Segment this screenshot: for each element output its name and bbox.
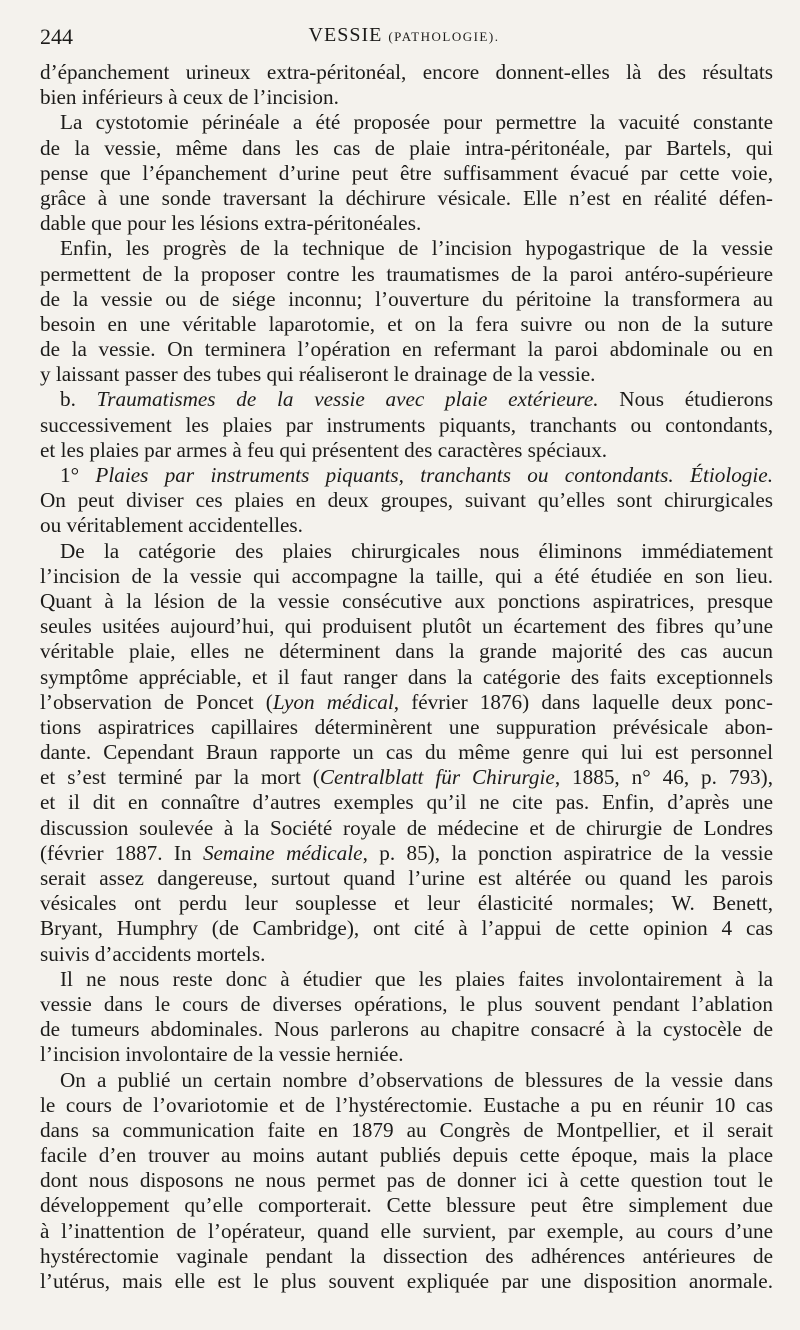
text-segment: et les plaies par armes à feu qui présentent des caractères spéciaux. (40, 437, 608, 462)
text-segment: De la catégorie des plaies chirurgicales nous éliminons immédiatement (60, 538, 773, 563)
text-segment: grâce à une sonde traversant la déchirure vésicale. Elle n’est en réalité défen- (40, 185, 773, 210)
text-line (40, 866, 773, 891)
text-segment: le cours de l’ovariotomie et de l’hystérectomie. Eustache a pu en réunir 10 cas (40, 1092, 773, 1117)
text-segment: vésicales ont perdu leur souplesse et leur élasticité normales; W. Benett, (40, 891, 773, 916)
text-segment: dont nous disposons ne nous permet pas de donner ici à cette question tout le (40, 1168, 773, 1193)
text-line (40, 387, 773, 412)
text-segment: serait assez dangereuse, surtout quand l’urine est altérée ou quand les parois (40, 866, 773, 890)
text-line (40, 891, 773, 916)
text-line (40, 186, 773, 211)
text-line (40, 287, 773, 312)
text-line (40, 1244, 773, 1269)
running-head-subtitle: (PATHOLOGIE). (388, 29, 500, 44)
text-line (40, 136, 773, 161)
italic-text-segment: Étiologie. (690, 463, 773, 487)
text-segment: successivement les plaies par instruments piquants, tranchants ou contondants, (40, 412, 773, 437)
text-segment: et s’est terminé par la mort ( (40, 765, 320, 790)
text-segment: , février 1876) dans laquelle deux ponc- (393, 689, 773, 714)
text-segment: l’incision involontaire de la vessie herniée. (40, 1042, 404, 1067)
text-line (40, 1118, 773, 1143)
text-line (40, 463, 773, 488)
text-segment: de la vessie ou de siége inconnu; l’ouverture du péritoine la transformera au (40, 286, 773, 311)
text-segment: , p. 85), la ponction aspiratrice de la vessie (362, 840, 773, 865)
text-segment: l’incision de la vessie qui accompagne la taille, qui a été étudiée en son lieu. (40, 563, 773, 588)
text-line (40, 1168, 773, 1193)
text-line (40, 1219, 773, 1244)
page-header (40, 24, 768, 54)
text-line (40, 589, 773, 614)
text-segment: développement qu’elle comporterait. Cette blessure peut être simplement due (40, 1193, 773, 1218)
text-line (40, 790, 773, 815)
italic-text-segment: Plaies par instruments piquants, tranchants ou contondants. (95, 463, 674, 487)
text-segment: de la vessie, même dans les cas de plaie intra-péritonéale, par Bartels, qui (40, 135, 773, 160)
text-segment: Il ne nous reste donc à étudier que les plaies faites involontairement à la (60, 966, 773, 991)
text-segment: On peut diviser ces plaies en deux groupes, suivant qu’elles sont chirurgicales (40, 488, 773, 513)
text-line (40, 639, 773, 664)
italic-text-segment: Traumatismes de la vessie avec plaie extérieure. (96, 387, 599, 412)
text-line (40, 161, 773, 186)
body-text (40, 60, 773, 1294)
running-head (40, 24, 768, 47)
text-segment: Quant à la lésion de la vessie consécutive aux ponctions aspiratrices, presque (40, 588, 773, 613)
text-segment: , 1885, n° 46, p. 793), (554, 765, 774, 790)
text-line (40, 1042, 773, 1067)
text-segment: de la vessie. On terminera l’opération en refermant la paroi abdominale ou en (40, 337, 773, 362)
text-segment: permettent de la proposer contre les traumatismes de la paroi antéro-supérieure (40, 261, 773, 286)
text-segment: dable que pour les lésions extra-péritonéales. (40, 211, 422, 236)
italic-text-segment: Semaine médicale (202, 840, 363, 865)
running-head-title: VESSIE (308, 24, 383, 46)
text-segment: La cystotomie périnéale a été proposée pour permettre la vacuité constante (60, 110, 773, 135)
text-line (40, 816, 773, 841)
italic-text-segment: Centralblatt für Chirurgie (319, 765, 555, 790)
text-segment: suivis d’accidents mortels. (40, 941, 266, 966)
text-line (40, 715, 773, 740)
text-segment: Enfin, les progrès de la technique de l’incision hypogastrique de la vessie (60, 236, 773, 261)
text-segment: besoin en une véritable laparotomie, et on la fera suivre ou non de la suture (40, 311, 773, 336)
page-number: 244 (40, 24, 73, 49)
text-segment: pense que l’épanchement d’urine peut être suffisamment évacué par cette voie, (40, 160, 773, 185)
text-line (40, 740, 773, 765)
text-segment: dante. Cependant Braun rapporte un cas du même genre qui lui est personnel (40, 740, 773, 765)
text-segment: d’épanchement urineux extra-péritonéal, encore donnent-elles là des résultats (40, 60, 773, 84)
text-line (40, 413, 773, 438)
text-line (40, 564, 773, 589)
italic-text-segment: Lyon médical (272, 689, 394, 714)
text-line (40, 236, 773, 261)
text-line (40, 1093, 773, 1118)
text-line (40, 841, 773, 866)
text-line (40, 665, 773, 690)
text-line (40, 690, 773, 715)
text-line (40, 488, 773, 513)
text-line (40, 1068, 773, 1093)
text-segment: b. (60, 387, 97, 412)
text-line (40, 1193, 773, 1218)
text-segment: hystérectomie vaginale pendant la dissection des adhérences antérieures de (40, 1243, 773, 1268)
text-line (40, 1143, 773, 1168)
text-line (40, 312, 773, 337)
text-line (40, 614, 773, 639)
text-segment: Bryant, Humphry (de Cambridge), ont cité à l’appui de cette opinion 4 cas (40, 916, 773, 941)
text-line (40, 942, 773, 967)
text-segment: ou véritablement accidentelles. (40, 513, 303, 538)
text-line (40, 967, 773, 992)
text-line (40, 513, 773, 538)
text-line (40, 539, 773, 564)
text-line (40, 438, 773, 463)
text-segment: véritable plaie, elles ne déterminent dans la grande majorité des cas aucun (40, 639, 773, 664)
text-segment: discussion soulevée à la Société royale de médecine et de chirurgie de Londres (40, 815, 773, 840)
text-segment: symptôme appréciable, et il faut ranger dans la catégorie des faits exceptionnels (40, 664, 773, 689)
text-line (40, 60, 773, 85)
text-segment: et il dit en connaître d’autres exemples qu’il ne cite pas. Enfin, d’après une (40, 790, 773, 815)
text-line (40, 110, 773, 135)
text-line (40, 1269, 773, 1294)
text-line (40, 1017, 773, 1042)
text-line (40, 765, 773, 790)
text-line (40, 337, 773, 362)
text-segment: seules usitées aujourd’hui, qui produisent plutôt un écartement des fibres qu’une (40, 614, 773, 639)
text-segment: dans sa communication faite en 1879 au Congrès de Montpellier, et il serait (40, 1117, 773, 1142)
text-line (40, 992, 773, 1017)
text-segment: bien inférieurs à ceux de l’incision. (40, 85, 339, 110)
text-line (40, 85, 773, 110)
text-line (40, 211, 773, 236)
text-segment: (février 1887. In (40, 840, 203, 865)
text-line (40, 262, 773, 287)
text-line (40, 362, 773, 387)
text-segment: facile d’en trouver au moins autant publiés depuis cette époque, mais la place (40, 1143, 773, 1168)
text-segment: de tumeurs abdominales. Nous parlerons au chapitre consacré à la cystocèle de (40, 1017, 773, 1042)
text-segment: vessie dans le cours de diverses opérations, le plus souvent pendant l’ablation (40, 991, 773, 1016)
text-segment: l’utérus, mais elle est le plus souvent expliquée par une disposition anormale. (40, 1269, 773, 1293)
text-segment: tions aspiratrices capillaires déterminèrent une suppuration prévésicale abon- (40, 714, 773, 739)
text-line (40, 916, 773, 941)
text-segment: y laissant passer des tubes qui réaliseront le drainage de la vessie. (40, 362, 596, 387)
text-segment: 1° (60, 463, 96, 487)
text-segment: Nous étudierons (598, 387, 773, 412)
text-segment: à l’inattention de l’opérateur, quand elle survient, par exemple, au cours d’une (40, 1218, 773, 1243)
text-segment (674, 463, 690, 487)
text-segment: l’observation de Poncet ( (40, 689, 273, 714)
text-segment: On a publié un certain nombre d’observations de blessures de la vessie dans (60, 1067, 773, 1092)
